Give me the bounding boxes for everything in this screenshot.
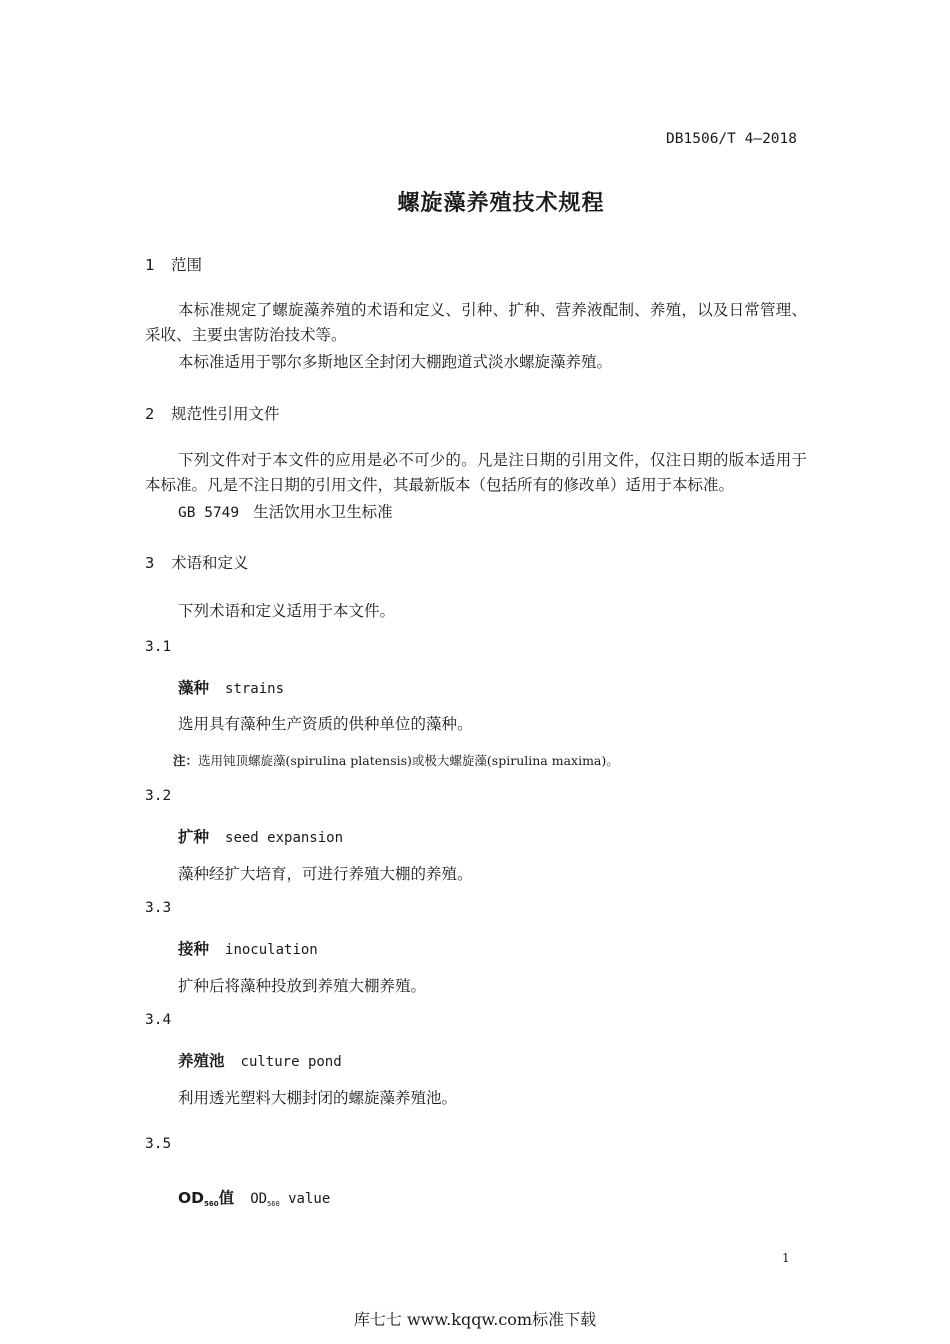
definition-inoculation: 扩种后将藻种投放到养殖大棚养殖。 (178, 977, 427, 995)
note-strains (173, 751, 619, 769)
term-zh: $OD_{560}$值 (178, 1189, 235, 1208)
note-label: 注： (173, 753, 199, 768)
term-zh: 养殖池 (178, 1052, 225, 1070)
scope-paragraph-2: 本标准适用于鄂尔多斯地区全封闭大棚跑道式淡水螺旋藻养殖。 (178, 353, 613, 371)
reference-title: 生活饮用水卫生标准 (253, 503, 393, 521)
section-heading-scope (145, 253, 202, 275)
section-title: 术语和定义 (171, 554, 249, 572)
definition-seed-expansion: 藻种经扩大培育，可进行养殖大棚的养殖。 (178, 865, 473, 883)
clause-number-3-2: 3.2 (145, 788, 172, 804)
term-zh: 藻种 (178, 679, 210, 697)
term-en: inoculation (225, 942, 318, 958)
scope-paragraph-1: 本标准规定了螺旋藻养殖的术语和定义、引种、扩种、营养液配制、养殖，以及日常管理、采收、主要虫害防治技术等。 (145, 301, 807, 344)
page-number: 1 (782, 1251, 790, 1265)
document-title: 螺旋藻养殖技术规程 (397, 191, 605, 216)
term-en: seed expansion (225, 830, 344, 846)
section-number: 3 (145, 554, 155, 572)
section-heading-normative (145, 402, 280, 424)
reference-code: GB 5749 (178, 505, 240, 521)
section-title: 范围 (171, 256, 203, 274)
clause-number-3-4: 3.4 (145, 1012, 172, 1028)
normative-paragraph: 下列文件对于本文件的应用是必不可少的。凡是注日期的引用文件，仅注日期的版本适用于本标准。凡是不注日期的引用文件，其最新版本（包括所有的修改单）适用于本标准。 (145, 451, 807, 494)
term-en: culture pond (240, 1054, 342, 1070)
section-number: 1 (145, 256, 155, 274)
definition-strains: 选用具有藻种生产资质的供种单位的藻种。 (178, 715, 473, 733)
definition-culture-pond: 利用透光塑料大棚封闭的螺旋藻养殖池。 (178, 1089, 458, 1107)
term-seed-expansion (178, 825, 343, 847)
section-heading-terms (145, 551, 249, 573)
term-zh: 接种 (178, 940, 210, 958)
clause-number-3-5: 3.5 (145, 1136, 172, 1152)
footer-watermark: 库七七 www.kqqw.com标准下载 (353, 1310, 597, 1329)
term-en: strains (225, 681, 285, 697)
term-od560-value (178, 1186, 330, 1208)
section-number: 2 (145, 405, 155, 423)
standard-code: DB1506/T 4—2018 (666, 131, 797, 147)
term-inoculation (178, 937, 318, 959)
section-title: 规范性引用文件 (171, 405, 280, 423)
normative-reference (178, 500, 393, 522)
clause-number-3-1: 3.1 (145, 639, 172, 655)
terms-intro: 下列术语和定义适用于本文件。 (178, 602, 396, 620)
note-text: 选用钝顶螺旋藻(spirulina platensis)或极大螺旋藻(spirulina maxima)。 (198, 753, 619, 768)
term-zh: 扩种 (178, 828, 210, 846)
term-en: $OD_{560}$ value (250, 1191, 331, 1208)
term-strains (178, 676, 284, 698)
clause-number-3-3: 3.3 (145, 900, 172, 916)
term-culture-pond (178, 1049, 342, 1071)
